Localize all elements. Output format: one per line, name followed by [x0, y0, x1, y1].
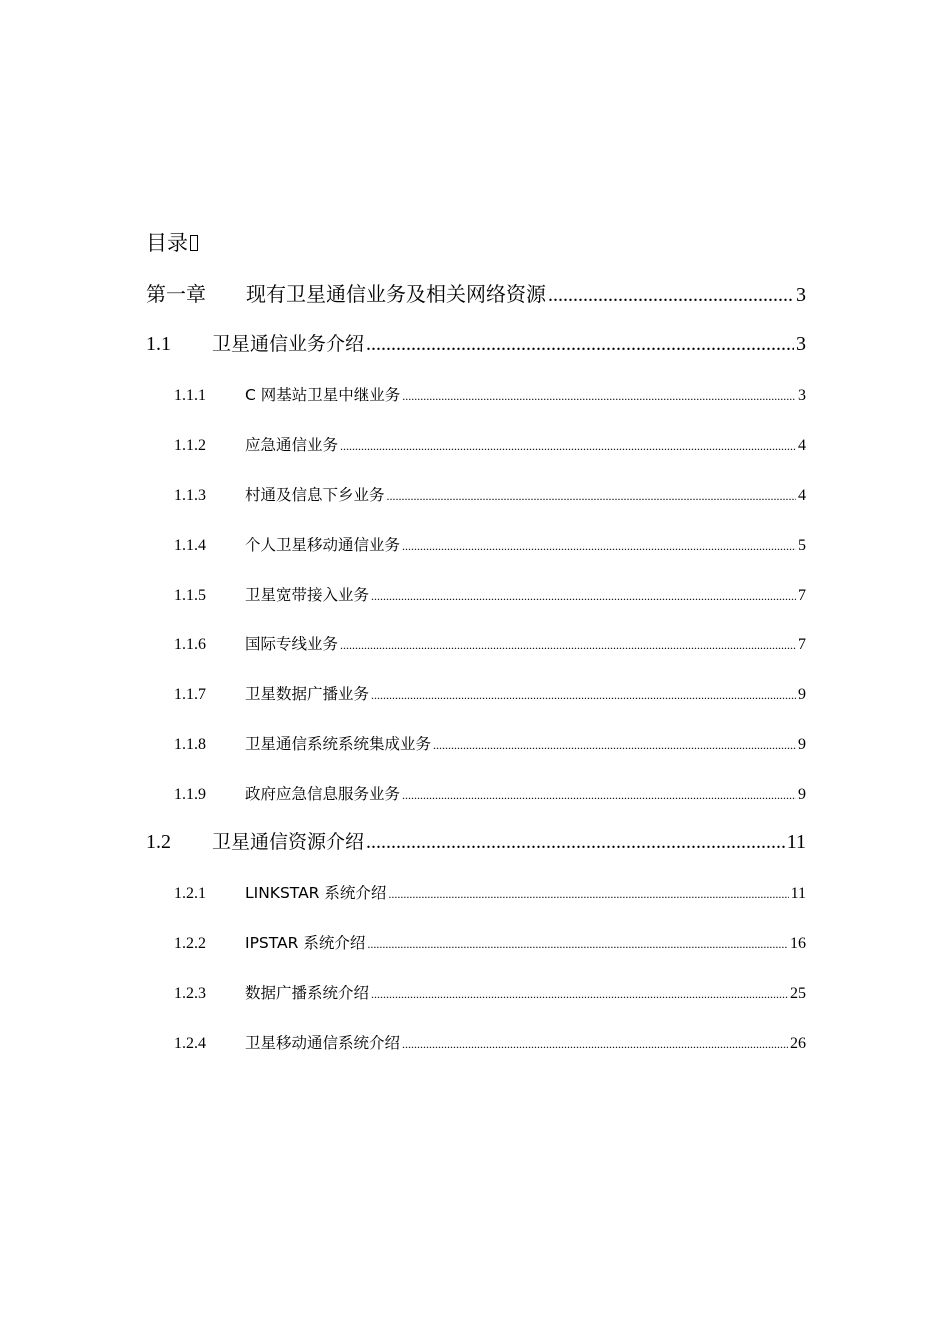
toc-entry-label: 卫星数据广播业务: [245, 685, 370, 703]
toc-entry-page-number: 9: [798, 786, 806, 803]
toc-entry-number: 1.1.5: [174, 587, 206, 604]
toc-entry-page-number: 4: [798, 487, 806, 504]
toc-entry-number: 1.2.1: [174, 885, 206, 902]
toc-dot-leader: [402, 783, 796, 807]
toc-entry-page-number: 3: [796, 333, 806, 355]
toc-entry[interactable]: [174, 583, 806, 608]
toc-entry-page-number: 7: [798, 636, 806, 653]
toc-entry[interactable]: [174, 632, 806, 657]
toc-entry-page-number: 5: [798, 537, 806, 554]
toc-entry-page-number: 9: [798, 736, 806, 753]
toc-dot-leader: [366, 330, 794, 358]
toc-entry-number: 1.2.2: [174, 935, 206, 952]
toc-entry-number: 第一章: [146, 282, 206, 306]
toc-entry-number: 1.1.9: [174, 786, 206, 803]
toc-entry-label: LINKSTAR 系统介绍: [245, 884, 387, 902]
toc-entry-page-number: 7: [798, 587, 806, 604]
toc-dot-leader: [367, 932, 788, 956]
toc-entry-label: 应急通信业务: [245, 436, 339, 454]
toc-entry[interactable]: [174, 483, 806, 508]
toc-entry-number: 1.2: [146, 831, 171, 853]
toc-entry[interactable]: [174, 1031, 806, 1056]
toc-entry-number: 1.1.3: [174, 487, 206, 504]
toc-dot-leader: [371, 683, 796, 707]
missing-glyph-box: [190, 235, 198, 251]
toc-entry-label: IPSTAR 系统介绍: [245, 934, 366, 952]
toc-entry[interactable]: [174, 533, 806, 558]
toc-entry[interactable]: [174, 881, 806, 906]
toc-dot-leader: [388, 882, 788, 906]
toc-entry-label: 卫星通信业务介绍: [212, 333, 365, 355]
toc-dot-leader: [340, 633, 796, 657]
toc-dot-leader: [371, 982, 788, 1006]
toc-entry-page-number: 16: [790, 935, 806, 952]
toc-dot-leader: [371, 584, 796, 608]
toc-entry-label: 国际专线业务: [245, 635, 339, 653]
toc-entry[interactable]: [146, 330, 806, 358]
toc-entry[interactable]: [174, 782, 806, 807]
toc-entry[interactable]: [174, 383, 806, 408]
toc-entry-label: 数据广播系统介绍: [245, 984, 370, 1002]
toc-entry-label: 卫星通信系统系统集成业务: [245, 735, 432, 753]
toc-entry-number: 1.1.6: [174, 636, 206, 653]
toc-dot-leader: [366, 828, 785, 856]
toc-entry[interactable]: [174, 682, 806, 707]
toc-entry-number: 1.2.3: [174, 985, 206, 1002]
toc-entry-number: 1.1: [146, 333, 171, 355]
toc-entry-page-number: 26: [790, 1035, 806, 1052]
toc-entry-label: 村通及信息下乡业务: [245, 486, 385, 504]
toc-dot-leader: [548, 281, 794, 309]
toc-entry[interactable]: [174, 931, 806, 956]
toc-entry[interactable]: [174, 981, 806, 1006]
toc-entry-number: 1.1.8: [174, 736, 206, 753]
toc-entry-label: 卫星通信资源介绍: [212, 831, 365, 853]
toc-entry-page-number: 25: [790, 985, 806, 1002]
toc-entry-page-number: 4: [798, 437, 806, 454]
toc-entry-page-number: 3: [798, 387, 806, 404]
toc-entry-label: 个人卫星移动通信业务: [245, 536, 401, 554]
toc-title-text: 目录: [146, 231, 188, 255]
toc-dot-leader: [402, 384, 796, 408]
toc-entry-label: C 网基站卫星中继业务: [245, 386, 401, 404]
toc-entry-page-number: 9: [798, 686, 806, 703]
toc-entry-label: 现有卫星通信业务及相关网络资源: [246, 282, 546, 306]
toc-entry-number: 1.1.2: [174, 437, 206, 454]
toc-entry-label: 卫星移动通信系统介绍: [245, 1034, 401, 1052]
toc-title: [146, 229, 198, 257]
toc-entry[interactable]: [146, 280, 806, 309]
toc-dot-leader: [402, 534, 796, 558]
toc-entry[interactable]: [146, 828, 806, 856]
toc-entry-number: 1.1.1: [174, 387, 206, 404]
toc-entry-number: 1.1.7: [174, 686, 206, 703]
toc-entry-number: 1.2.4: [174, 1035, 206, 1052]
toc-entry[interactable]: [174, 732, 806, 757]
toc-dot-leader: [340, 434, 796, 458]
toc-dot-leader: [387, 484, 796, 508]
toc-entry-label: 政府应急信息服务业务: [245, 785, 401, 803]
toc-dot-leader: [433, 733, 796, 757]
toc-entry[interactable]: [174, 433, 806, 458]
toc-entry-label: 卫星宽带接入业务: [245, 586, 370, 604]
toc-entry-page-number: 11: [786, 831, 806, 853]
toc-entry-page-number: 11: [790, 885, 806, 902]
toc-dot-leader: [402, 1032, 788, 1056]
toc-entry-number: 1.1.4: [174, 537, 206, 554]
toc-entry-page-number: 3: [796, 284, 806, 306]
